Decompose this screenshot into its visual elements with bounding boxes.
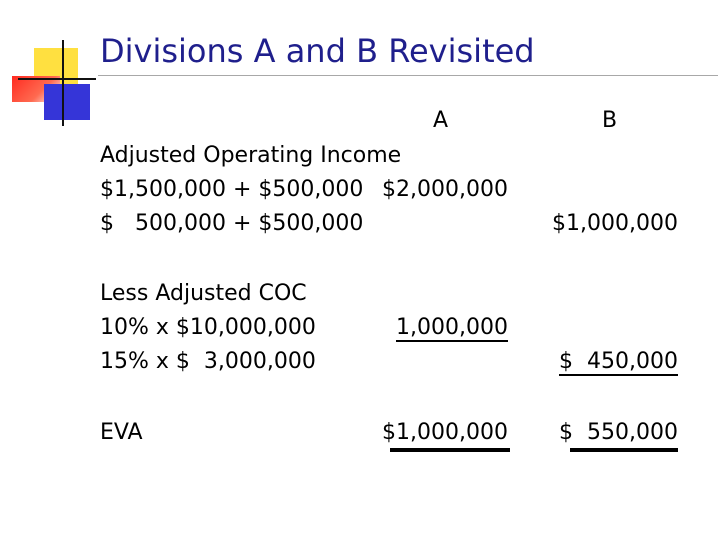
coc-row-b-value bbox=[548, 349, 678, 375]
coc-row-a-value bbox=[380, 315, 508, 341]
logo-vertical-line bbox=[62, 40, 64, 126]
eva-value-a: $1,000,000 bbox=[382, 420, 508, 445]
coc-row-a-value-text: 1,000,000 bbox=[396, 315, 508, 340]
income-row-b-label: $ 500,000 + $500,000 bbox=[100, 211, 364, 236]
eva-value-b: $ 550,000 bbox=[559, 420, 678, 445]
title-divider bbox=[98, 75, 718, 76]
income-row-b-value: $1,000,000 bbox=[552, 211, 678, 236]
logo-blue-square bbox=[44, 84, 90, 120]
eva-b-double-underline bbox=[570, 448, 678, 452]
slide-logo bbox=[0, 0, 100, 130]
logo-horizontal-line bbox=[18, 78, 96, 80]
income-row-a-value: $2,000,000 bbox=[382, 177, 508, 202]
slide-title: Divisions A and B Revisited bbox=[100, 32, 535, 70]
column-header-a: A bbox=[433, 108, 449, 133]
income-heading: Adjusted Operating Income bbox=[100, 143, 402, 168]
coc-heading: Less Adjusted COC bbox=[100, 281, 307, 306]
income-row-a-label: $1,500,000 + $500,000 bbox=[100, 177, 364, 202]
eva-label: EVA bbox=[100, 420, 143, 445]
eva-a-double-underline bbox=[390, 448, 510, 452]
column-header-b: B bbox=[602, 108, 618, 133]
coc-row-b-label: 15% x $ 3,000,000 bbox=[100, 349, 316, 374]
coc-row-b-value-text: $ 450,000 bbox=[559, 349, 678, 374]
coc-row-a-label: 10% x $10,000,000 bbox=[100, 315, 316, 340]
